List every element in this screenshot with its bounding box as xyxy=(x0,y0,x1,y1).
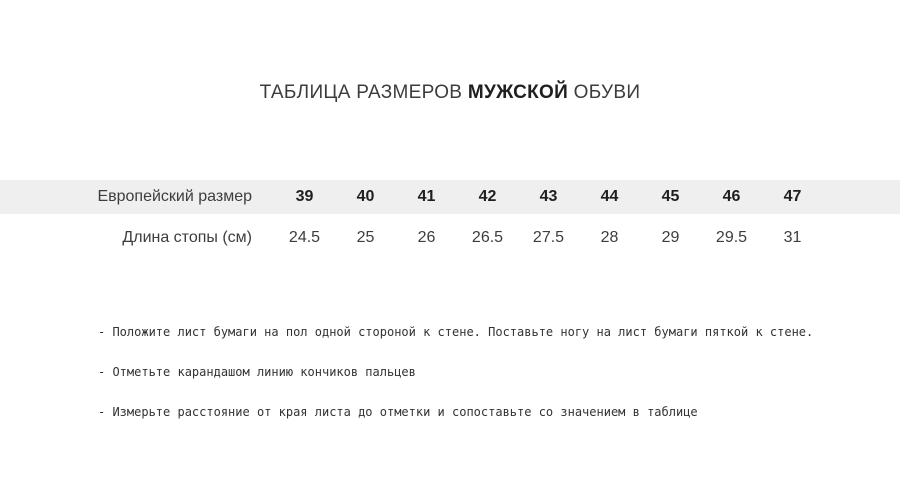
foot-length-cell: 29 xyxy=(661,229,680,246)
eu-size-cell: 45 xyxy=(661,188,680,205)
page-title-gender: МУЖСКОЙ xyxy=(467,82,569,103)
foot-length-cell: 27.5 xyxy=(532,229,565,246)
instruction-line: - Измерьте расстояние от края листа до отметки и сопоставьте со значением в таблице xyxy=(98,405,698,419)
foot-length-cell: 28 xyxy=(600,229,619,246)
table-spacer xyxy=(823,180,900,214)
eu-size-cell: 46 xyxy=(722,188,741,205)
table-row-eu-sizes xyxy=(0,180,900,214)
instruction-line: - Отметьте карандашом линию кончиков пальцев xyxy=(98,365,416,379)
size-table xyxy=(0,180,900,262)
eu-size-cell: 47 xyxy=(783,188,802,205)
foot-length-cell: 31 xyxy=(783,229,802,246)
eu-size-cell: 43 xyxy=(539,188,558,205)
page-title-suffix: ОБУВИ xyxy=(568,82,641,103)
page-title xyxy=(0,80,900,106)
foot-length-cell: 24.5 xyxy=(288,229,321,246)
instruction-line: - Положите лист бумаги на пол одной стороной к стене. Поставьте ногу на лист бумаги пяткой к стене. xyxy=(98,325,814,339)
table-spacer xyxy=(823,214,900,262)
table-row-foot-lengths xyxy=(0,214,900,262)
eu-size-cell: 42 xyxy=(478,188,497,205)
foot-length-cell: 26.5 xyxy=(471,229,504,246)
eu-size-cell: 44 xyxy=(600,188,619,205)
measurement-instructions xyxy=(98,325,858,445)
eu-size-cell: 41 xyxy=(417,188,436,205)
eu-size-row-label: Европейский размер xyxy=(97,188,252,205)
page-title-prefix: ТАБЛИЦА РАЗМЕРОВ xyxy=(259,82,468,103)
foot-length-cell: 25 xyxy=(356,229,375,246)
foot-length-cell: 29.5 xyxy=(715,229,748,246)
eu-size-cell: 40 xyxy=(356,188,375,205)
foot-length-row-label: Длина стопы (см) xyxy=(122,229,252,246)
foot-length-cell: 26 xyxy=(417,229,436,246)
eu-size-cell: 39 xyxy=(295,188,314,205)
